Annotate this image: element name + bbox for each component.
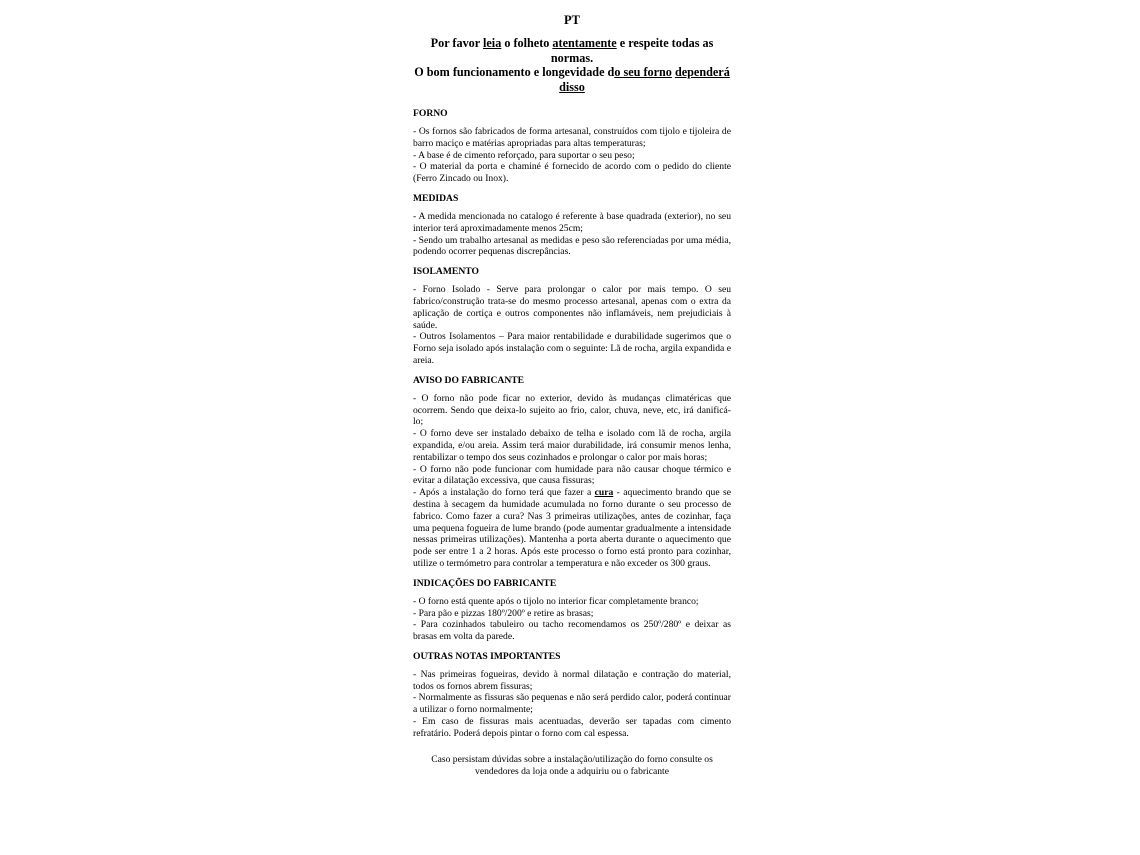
section-forno xyxy=(413,108,731,185)
intro-heading xyxy=(413,36,731,94)
paragraph: - A base é de cimento reforçado, para suportar o seu peso; xyxy=(413,149,635,161)
intro-line-1 xyxy=(413,36,731,65)
paragraph: - O forno não pode ficar no exterior, devido às mudanças climatéricas que ocorrem. Sendo que deixa-lo sujeito ao frio, calor, chuva, neve, etc, irá danificá-lo; xyxy=(413,392,731,428)
intro-text: e respeite todas as normas. xyxy=(550,36,714,65)
section-title: ISOLAMENTO xyxy=(413,266,479,278)
paragraph: - O forno está quente após o tijolo no interior ficar completamente branco; xyxy=(413,595,699,607)
intro-text: Por favor xyxy=(430,36,484,50)
paragraph: - Para cozinhados tabuleiro ou tacho recomendamos os 250º/280º e deixar as brasas em volta da parede. xyxy=(413,619,731,643)
paragraph-text: - Após a instalação do forno terá que fazer a xyxy=(413,487,595,499)
intro-underlined-text: dependerá disso xyxy=(559,65,730,94)
section-title: OUTRAS NOTAS IMPORTANTES xyxy=(413,650,561,662)
section-isolamento xyxy=(413,266,731,367)
emphasized-word: cura xyxy=(594,487,614,499)
intro-underlined-text: atentamente xyxy=(552,36,617,50)
paragraph: - Forno Isolado - Serve para prolongar o calor por mais tempo. O seu fabrico/construção trata-se do mesmo processo artesanal, apenas com o extra da aplicação de cortiça e outros componentes não inflamáveis, nem prejudiciais à saúde. xyxy=(413,284,731,331)
intro-text: O bom funcionamento e longevidade d xyxy=(414,65,615,79)
section-medidas xyxy=(413,193,731,258)
section-indicacoes-do-fabricante xyxy=(413,578,731,643)
section-title: INDICAÇÕES DO FABRICANTE xyxy=(413,577,557,589)
paragraph-text: - aquecimento brando que se destina à secagem da humidade acumulada no forno durante o seu processo de fabrico. Como fazer a cura? Nas 3 primeiras utilizações, antes de cozinhar, faça uma pequena fogueira de lume brando (pode aumentar gradualmente a intensidade nessas primeiras utilizações). Mantenha a porta aberta durante o aquecimento que pode ser entre 1 a 2 horas. Após este processo o forno está pronto para cozinhar, utilize o termómetro para controlar a temperatura e não exceder os 300 graus. xyxy=(413,487,732,569)
section-title: MEDIDAS xyxy=(413,192,459,204)
section-title: FORNO xyxy=(413,108,448,119)
paragraph: - O forno deve ser instalado debaixo de telha e isolado com lã de rocha, argila expandida, e/ou areia. Assim terá maior durabilidade, irá consumir menos lenha, rentabilizar o tempo dos seus cozinhados e prolongar o calor por mais horas; xyxy=(413,428,731,463)
closing-note: Caso persistam dúvidas sobre a instalação/utilização do forno consulte os vendedores da loja onde a adquiriu ou o fabricante xyxy=(431,753,713,777)
document-page xyxy=(413,12,731,778)
paragraph: - Outros Isolamentos – Para maior rentabilidade e durabilidade sugerimos que o Forno seja isolado após instalação com o seguinte: Lã de rocha, argila expandida e areia. xyxy=(413,331,731,366)
section-outras-notas-importantes xyxy=(413,651,731,740)
paragraph: - Os fornos são fabricados de forma artesanal, construídos com tijolo e tijoleira de barro maciço e matérias apropriadas para altas temperaturas; xyxy=(413,126,731,149)
paragraph: - Normalmente as fissuras são pequenas e não será perdido calor, poderá continuar a utilizar o forno normalmente; xyxy=(413,692,731,716)
language-code: PT xyxy=(564,13,580,27)
paragraph-cura xyxy=(413,487,731,570)
intro-text: o folheto xyxy=(501,36,553,50)
section-title: AVISO DO FABRICANTE xyxy=(413,374,525,386)
paragraph: - O forno não pode funcionar com humidade para não causar choque térmico e evitar a dilatação excessiva, que causa fissuras; xyxy=(413,463,731,487)
intro-line-2 xyxy=(413,65,731,94)
paragraph: - Em caso de fissuras mais acentuadas, deverão ser tapadas com cimento refratário. Poderá depois pintar o forno com cal espessa. xyxy=(413,716,731,739)
paragraph: - Para pão e pizzas 180º/200º e retire as brasas; xyxy=(413,607,594,619)
paragraph: - Sendo um trabalho artesanal as medidas e peso são referenciadas por uma média, podendo ocorrer pequenas discrepâncias. xyxy=(413,234,731,258)
paragraph: - O material da porta e chaminé é fornecido de acordo com o pedido do cliente (Ferro Zincado ou Inox). xyxy=(413,161,731,185)
section-aviso-do-fabricante xyxy=(413,375,731,570)
paragraph: - A medida mencionada no catalogo é referente à base quadrada (exterior), no seu interior terá aproximadamente menos 25cm; xyxy=(413,210,731,234)
intro-underlined-text: leia xyxy=(483,36,502,50)
intro-underlined-text: o seu forno xyxy=(614,65,672,79)
paragraph: - Nas primeiras fogueiras, devido à normal dilatação e contração do material, todos os fornos abrem fissuras; xyxy=(413,668,731,692)
